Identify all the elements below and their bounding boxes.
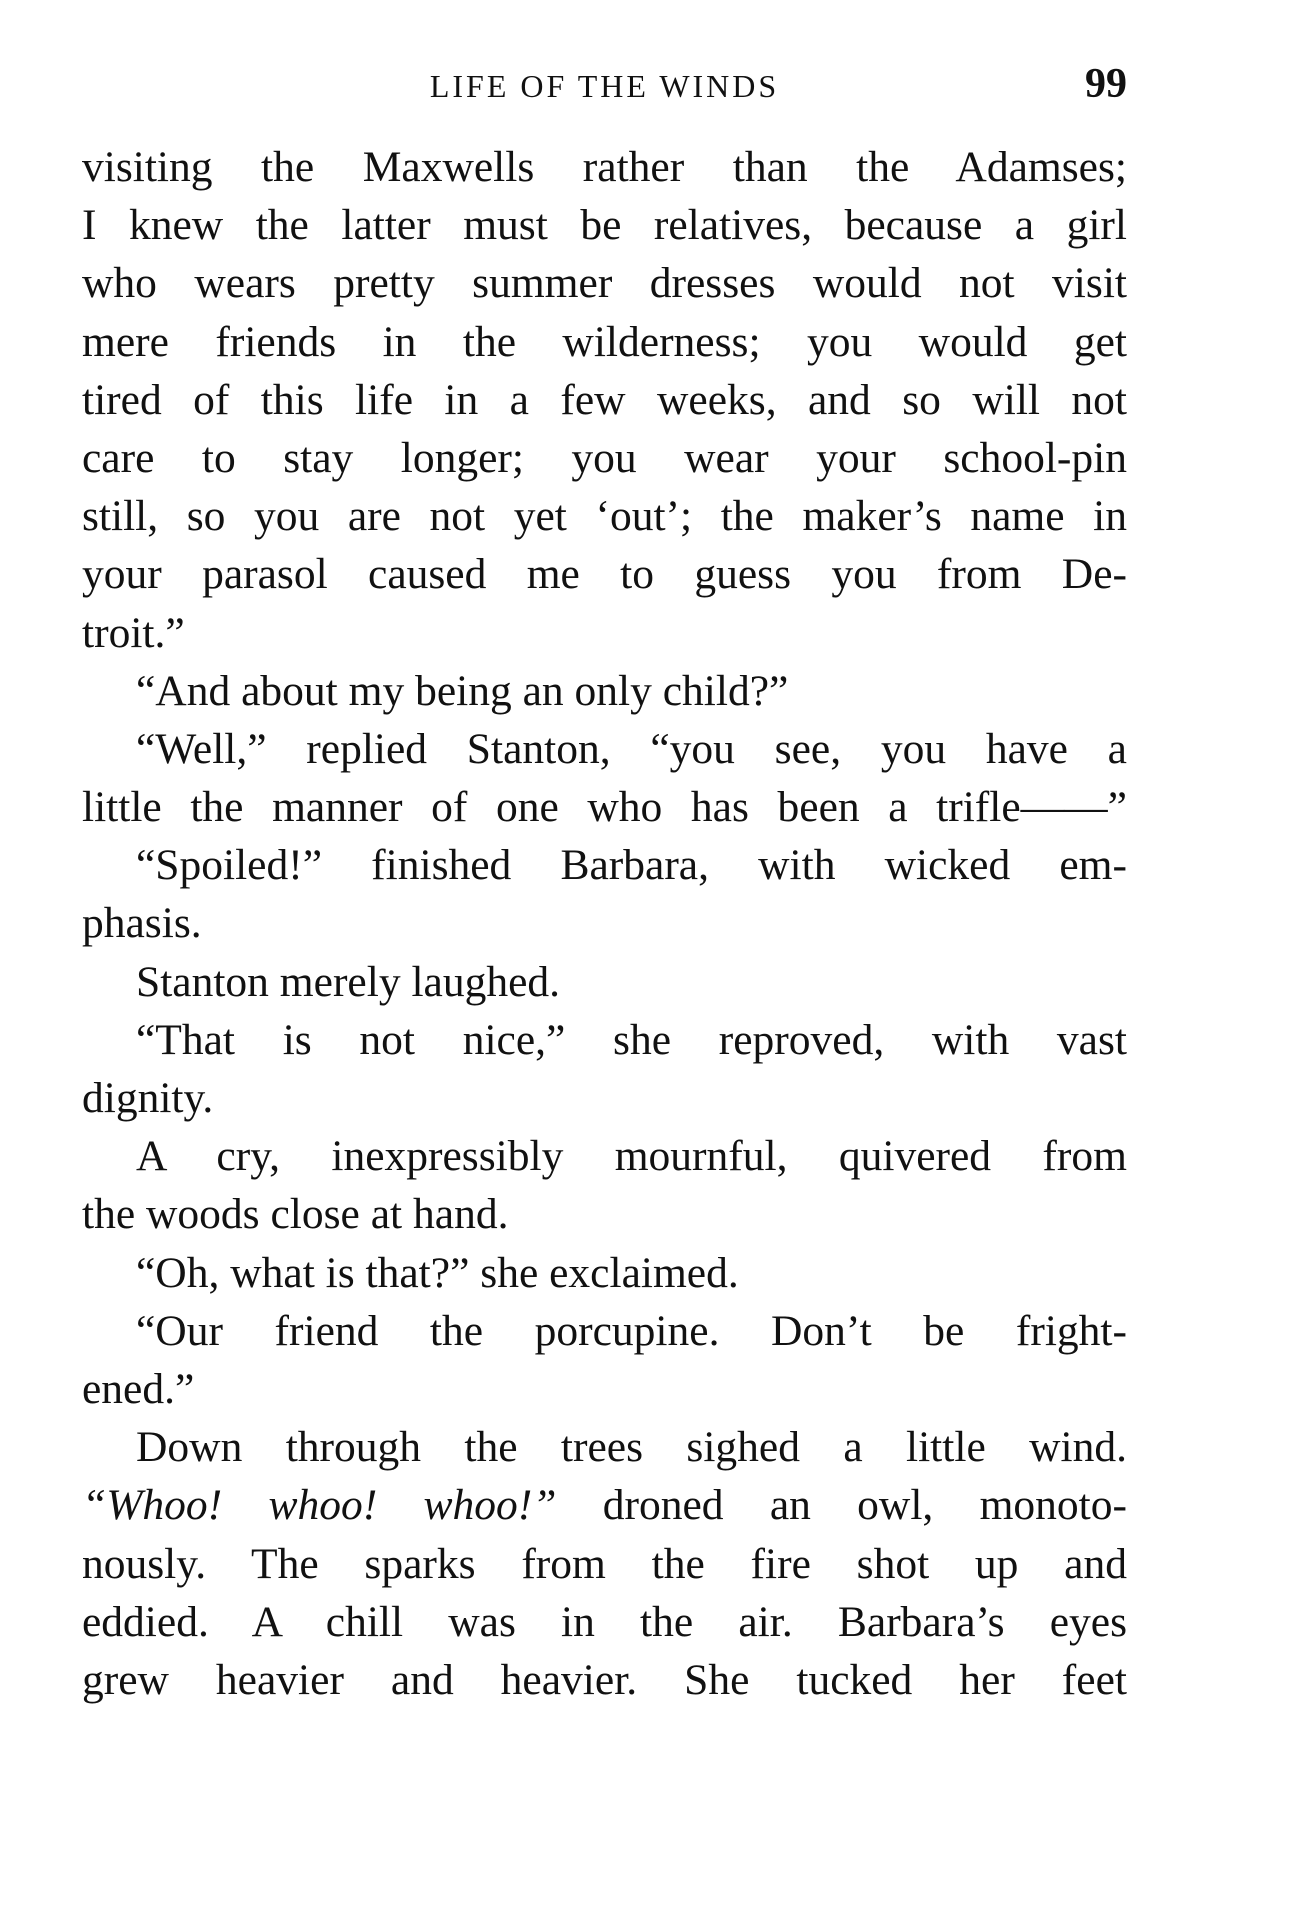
text-line [82,1593,1127,1651]
text-line [82,138,1127,196]
line-text: “Our friend the porcupine. Don’t be fright- [136,1306,1127,1355]
line-text: droned an owl, monoto- [556,1481,1128,1530]
line-text: ened.” [82,1364,195,1413]
text-line [82,836,1127,894]
line-text: still, so you are not yet ‘out’; the maker’s name in [82,492,1127,541]
line-text: eddied. A chill was in the air. Barbara’s eyes [82,1597,1127,1646]
text-line [82,487,1127,545]
line-text: your parasol caused me to guess you from De- [82,550,1127,599]
line-text: A cry, inexpressibly mournful, quivered from [136,1132,1127,1181]
text-line [82,1302,1127,1360]
line-text: grew heavier and heavier. She tucked her feet [82,1655,1127,1704]
running-title: LIFE OF THE WINDS [429,68,780,104]
text-line [82,313,1127,371]
line-text: “Spoiled!” finished Barbara, with wicked em- [136,841,1127,890]
text-line [82,1535,1127,1593]
line-text: dignity. [82,1074,214,1122]
line-text: Down through the trees sighed a little wind. [136,1423,1127,1472]
line-text: phasis. [82,899,202,948]
line-text: nously. The sparks from the fire shot up and [82,1539,1127,1588]
line-text: visiting the Maxwells rather than the Adamses; [82,143,1127,191]
line-text: the woods close at hand. [82,1190,509,1239]
line-text: “Oh, what is that?” she exclaimed. [136,1248,739,1297]
line-text: Stanton merely laughed. [136,957,561,1006]
text-line [82,196,1127,254]
line-text: care to stay longer; you wear your school-pin [82,433,1127,482]
page-number: 99 [1085,61,1127,107]
text-line [82,1360,1127,1418]
running-head [82,60,1127,110]
text-line [82,1244,1127,1302]
text-line [82,545,1127,603]
text-line [82,1418,1127,1476]
text-line [82,1127,1127,1185]
body-text [82,138,1127,1709]
text-line [82,953,1127,1011]
text-line [82,662,1127,720]
text-line [82,371,1127,429]
line-text: “And about my being an only child?” [136,666,789,715]
text-line [82,720,1127,778]
line-text: “That is not nice,” she reproved, with vast [136,1015,1127,1064]
text-line [82,1185,1127,1243]
text-line [82,1651,1127,1709]
text-line [82,894,1127,952]
text-line [82,429,1127,487]
line-text: mere friends in the wilderness; you would get [82,317,1127,366]
text-line [82,254,1127,312]
text-line [82,778,1127,836]
line-text: troit.” [82,608,185,657]
italic-span: “Whoo! whoo! whoo!” [82,1481,557,1530]
line-text: who wears pretty summer dresses would not visit [82,259,1127,308]
text-line [82,1069,1127,1127]
text-line [82,1476,1127,1534]
line-text: little the manner of one who has been a trifle——” [82,783,1127,832]
line-text: I knew the latter must be relatives, because a girl [82,201,1127,250]
line-text: tired of this life in a few weeks, and so will not [82,375,1127,424]
line-text: “Well,” replied Stanton, “you see, you have a [136,724,1127,773]
text-line [82,1011,1127,1069]
text-line [82,604,1127,662]
